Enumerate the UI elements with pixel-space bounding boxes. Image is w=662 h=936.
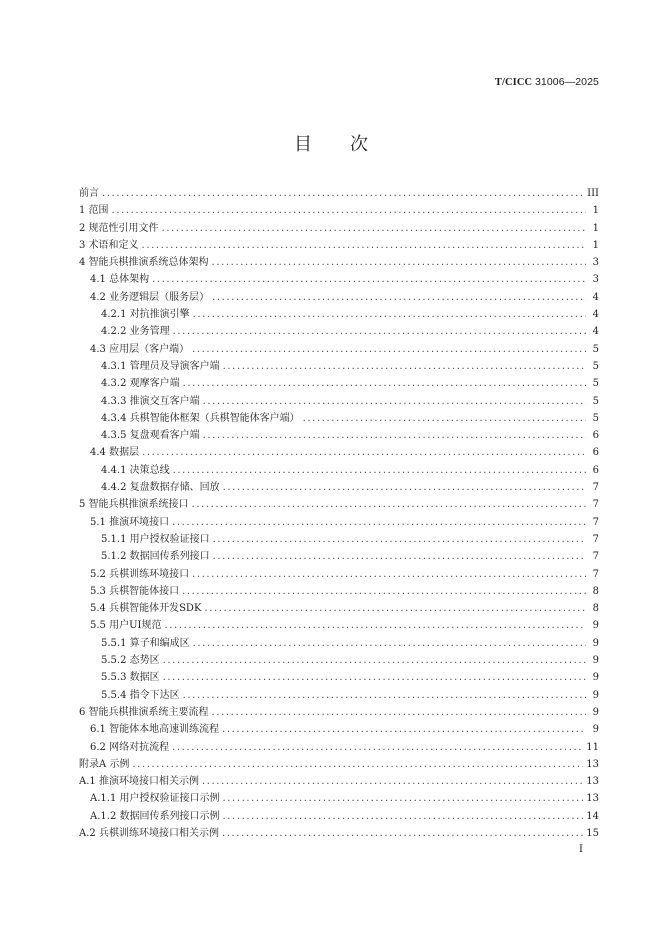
toc-entry[interactable] — [79, 202, 599, 219]
toc-entry-label: 4.1 总体架构 — [90, 274, 150, 286]
toc-entry-page: 13 — [586, 776, 599, 788]
toc-leader-dots — [212, 704, 586, 721]
toc-leader-dots — [222, 790, 583, 807]
toc-entry-page: 13 — [586, 758, 599, 770]
toc-entry-page: 7 — [592, 482, 599, 494]
toc-entry[interactable] — [79, 306, 599, 323]
toc-entry-label: 6.1 智能体本地高速训练流程 — [90, 724, 220, 736]
toc-leader-dots — [213, 531, 586, 548]
toc-entry-label: 5 智能兵棋推演系统接口 — [79, 499, 189, 511]
toc-leader-dots — [172, 739, 583, 756]
toc-entry-label: 2 规范性引用文件 — [79, 222, 159, 234]
toc-entry[interactable] — [79, 462, 599, 479]
page-title: 目次 — [294, 134, 406, 155]
toc-entry-page: 3 — [592, 257, 599, 269]
toc-entry-label: 5.4 兵棋智能体开发SDK — [90, 603, 202, 615]
toc-entry-page: 8 — [592, 603, 599, 615]
toc-entry[interactable] — [79, 600, 599, 617]
toc-leader-dots — [102, 185, 584, 202]
toc-entry-label: 5.5.4 指令下达区 — [101, 689, 180, 701]
toc-entry-label: 4.3 应用层（客户端） — [90, 343, 190, 355]
toc-entry-page: 9 — [592, 655, 599, 667]
toc-entry[interactable] — [79, 427, 599, 444]
toc-entry-page: 1 — [592, 239, 599, 251]
toc-entry-page: 5 — [592, 412, 599, 424]
toc-leader-dots — [222, 721, 586, 738]
toc-entry-page: 9 — [592, 672, 599, 684]
standard-prefix: T/CICC — [494, 77, 533, 88]
toc-entry-label: 5.1.2 数据回传系列接口 — [101, 551, 210, 563]
toc-leader-dots — [182, 583, 586, 600]
toc-entry-label: A.1.1 用户授权验证接口示例 — [90, 793, 220, 805]
toc-entry-page: 9 — [592, 620, 599, 632]
toc-entry-label: 4 智能兵棋推演系统总体架构 — [79, 257, 209, 269]
toc-entry-page: 13 — [586, 793, 599, 805]
toc-entry[interactable] — [79, 617, 599, 634]
page-number: I — [579, 844, 583, 855]
toc-entry[interactable] — [79, 531, 599, 548]
toc-leader-dots — [222, 825, 583, 842]
toc-entry[interactable] — [79, 254, 599, 271]
toc-entry[interactable] — [79, 289, 599, 306]
toc-entry[interactable] — [79, 358, 599, 375]
toc-leader-dots — [203, 427, 586, 444]
toc-entry[interactable] — [79, 635, 599, 652]
toc-entry-page: 6 — [592, 430, 599, 442]
toc-entry[interactable] — [79, 808, 599, 825]
toc-entry-page: 9 — [592, 637, 599, 649]
toc-entry-label: 附录A 示例 — [79, 758, 130, 770]
toc-entry[interactable] — [79, 825, 599, 842]
toc-entry-page: 9 — [592, 689, 599, 701]
toc-entry-label: 4.3.5 复盘观看客户端 — [101, 430, 200, 442]
toc-entry-page: 7 — [592, 499, 599, 511]
toc-leader-dots — [173, 462, 586, 479]
toc-entry-label: 6.2 网络对抗流程 — [90, 741, 170, 753]
toc-entry-label: 4.3.2 观摩客户端 — [101, 378, 180, 390]
toc-entry-page: III — [587, 188, 599, 199]
toc-entry[interactable] — [79, 271, 599, 288]
standard-code — [495, 76, 599, 88]
toc-leader-dots — [192, 496, 586, 513]
toc-entry-page: 6 — [592, 447, 599, 459]
toc-entry-page: 1 — [592, 205, 599, 217]
toc-entry-label: 4.3.3 推演交互客户端 — [101, 395, 200, 407]
toc-entry[interactable] — [79, 496, 599, 513]
toc-leader-dots — [164, 617, 586, 634]
toc-entry[interactable] — [79, 566, 599, 583]
toc-entry[interactable] — [79, 393, 599, 410]
toc-entry[interactable] — [79, 669, 599, 686]
toc-entry[interactable] — [79, 687, 599, 704]
toc-leader-dots — [192, 566, 586, 583]
toc-entry-page: 4 — [592, 326, 599, 338]
toc-entry[interactable] — [79, 721, 599, 738]
toc-leader-dots — [152, 271, 586, 288]
toc-entry-page: 7 — [592, 533, 599, 545]
toc-entry-label: 5.1.1 用户授权验证接口 — [101, 533, 210, 545]
toc-leader-dots — [222, 808, 583, 825]
toc-entry-page: 4 — [592, 309, 599, 321]
toc-leader-dots — [142, 444, 586, 461]
toc-entry[interactable] — [79, 444, 599, 461]
toc-entry-page: 9 — [592, 724, 599, 736]
toc-leader-dots — [142, 237, 586, 254]
toc-entry-page: 15 — [586, 827, 599, 839]
toc-entry[interactable] — [79, 548, 599, 565]
toc-leader-dots — [112, 202, 586, 219]
toc-leader-dots — [212, 289, 586, 306]
toc-leader-dots — [193, 306, 586, 323]
toc-entry-page: 3 — [592, 274, 599, 286]
toc-entry[interactable] — [79, 739, 599, 756]
toc-leader-dots — [204, 600, 586, 617]
toc-entry[interactable] — [79, 514, 599, 531]
toc-entry[interactable] — [79, 341, 599, 358]
toc-entry-label: 4.4 数据层 — [90, 447, 140, 459]
toc-entry-page: 9 — [592, 706, 599, 718]
toc-entry[interactable] — [79, 185, 599, 202]
standard-number: 31006—2025 — [534, 76, 599, 88]
toc-entry-label: A.1 推演环境接口相关示例 — [79, 776, 199, 788]
toc-entry-page: 5 — [592, 343, 599, 355]
toc-entry[interactable] — [79, 479, 599, 496]
toc-entry-label: 6 智能兵棋推演系统主要流程 — [79, 706, 209, 718]
toc-entry-page: 7 — [592, 516, 599, 528]
toc-entry[interactable] — [79, 704, 599, 721]
toc-leader-dots — [183, 687, 586, 704]
toc-entry[interactable] — [79, 375, 599, 392]
toc-entry-page: 1 — [592, 222, 599, 234]
toc-entry[interactable] — [79, 220, 599, 237]
toc-entry-label: 4.3.4 兵棋智能体框架（兵棋智能体客户端） — [101, 412, 300, 424]
toc-entry-page: 5 — [592, 360, 599, 372]
toc-entry[interactable] — [79, 323, 599, 340]
toc-leader-dots — [213, 548, 586, 565]
toc-entry-label: 5.3 兵棋智能体接口 — [90, 585, 180, 597]
toc-leader-dots — [132, 756, 583, 773]
toc-entry-page: 11 — [586, 741, 599, 753]
toc-leader-dots — [212, 254, 586, 271]
toc-entry-label: A.2 兵棋训练环境接口相关示例 — [79, 827, 219, 839]
toc-entry-label: 4.4.1 决策总线 — [101, 464, 170, 476]
toc-entry-page: 4 — [592, 291, 599, 303]
toc-leader-dots — [203, 393, 586, 410]
toc-entry[interactable] — [79, 790, 599, 807]
toc-leader-dots — [193, 635, 586, 652]
toc-entry-label: 前言 — [79, 188, 99, 199]
toc-entry-page: 14 — [586, 810, 599, 822]
toc-leader-dots — [202, 773, 583, 790]
toc-entry-label: 4.3.1 管理员及导演客户端 — [101, 360, 220, 372]
toc-entry-label: 4.4.2 复盘数据存储、回放 — [101, 482, 220, 494]
toc-entry-label: 5.5.2 态势区 — [101, 655, 160, 667]
toc-entry-label: 4.2.1 对抗推演引擎 — [101, 309, 190, 321]
toc-entry[interactable] — [79, 773, 599, 790]
toc-entry-label: 3 术语和定义 — [79, 239, 139, 251]
toc-entry[interactable] — [79, 410, 599, 427]
toc-leader-dots — [163, 652, 586, 669]
toc-leader-dots — [183, 375, 586, 392]
toc-entry-page: 8 — [592, 585, 599, 597]
toc-leader-dots — [192, 341, 586, 358]
toc-entry-label: 4.2.2 业务管理 — [101, 326, 170, 338]
toc-leader-dots — [172, 514, 586, 531]
toc-entry-page: 5 — [592, 395, 599, 407]
toc-entry-label: 5.1 推演环境接口 — [90, 516, 170, 528]
toc-entry-page: 7 — [592, 568, 599, 580]
toc-leader-dots — [223, 479, 586, 496]
toc-entry-label: 4.2 业务逻辑层（服务层） — [90, 291, 210, 303]
toc-entry-page: 7 — [592, 551, 599, 563]
toc-leader-dots — [173, 323, 586, 340]
toc-entry[interactable] — [79, 756, 599, 773]
toc-entry-label: 5.5.3 数据区 — [101, 672, 160, 684]
toc-leader-dots — [162, 220, 586, 237]
toc-entry-label: 5.5 用户UI规范 — [90, 620, 162, 632]
toc-entry-label: 1 范围 — [79, 205, 109, 217]
table-of-contents — [79, 185, 599, 842]
toc-leader-dots — [223, 358, 586, 375]
toc-entry-page: 5 — [592, 378, 599, 390]
toc-entry[interactable] — [79, 583, 599, 600]
toc-entry-page: 6 — [592, 464, 599, 476]
toc-entry-label: 5.2 兵棋训练环境接口 — [90, 568, 190, 580]
toc-leader-dots — [303, 410, 586, 427]
toc-entry-label: 5.5.1 算子和编成区 — [101, 637, 190, 649]
toc-entry[interactable] — [79, 237, 599, 254]
toc-leader-dots — [163, 669, 586, 686]
toc-entry-label: A.1.2 数据回传系列接口示例 — [90, 810, 220, 822]
toc-entry[interactable] — [79, 652, 599, 669]
